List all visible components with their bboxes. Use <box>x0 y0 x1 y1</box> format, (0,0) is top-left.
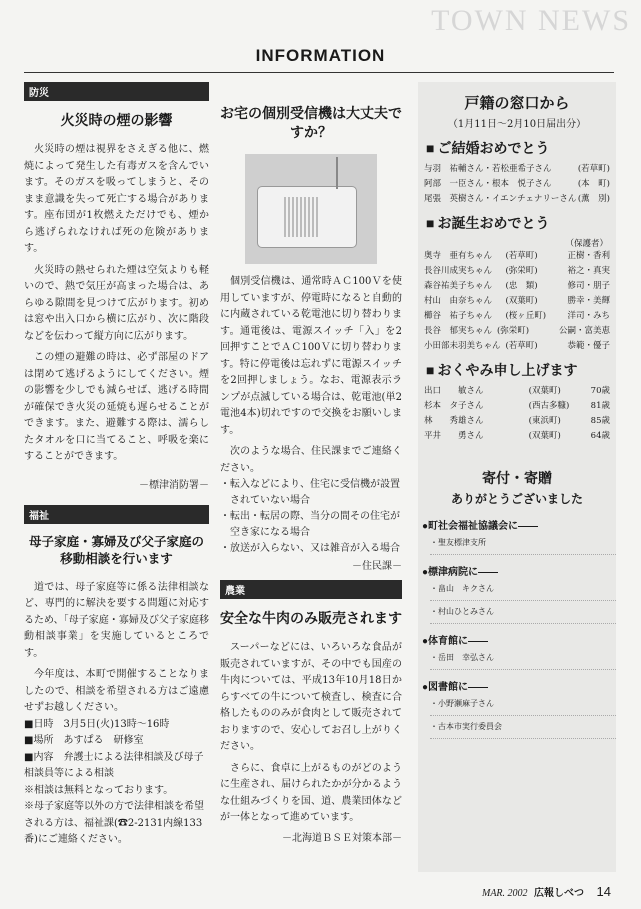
list-item: 阿部 一臣さん・根本 悦子さん (本 町) <box>424 179 610 189</box>
event-content: ■内容 弁護士による法律相談及び母子相談員等による相談 <box>24 751 204 779</box>
article-signature: －住民課－ <box>352 561 402 572</box>
donor-item: ・古本市実行委員会 <box>430 720 616 739</box>
category-tag-disaster: 防災 <box>24 82 209 101</box>
donor-item: ・聖友標津支所 <box>430 536 616 555</box>
list-item: 奥寺 亜有ちゃん (若草町) 正樹・香利 <box>424 251 610 261</box>
marriage-list <box>418 162 616 207</box>
guardian-label: （保護者） <box>565 239 608 249</box>
donor-item: ・岳田 幸弘さん <box>430 651 616 670</box>
article-paragraph: この煙の避難の時は、必ず部屋のドアは閉めて逃げるようにしてください。煙の影響を少しでも減らせば、逃げる時間が確保でき火災の延焼も遅らせることができます。また、避難する際は、濡らしたタオルを口に当てること、呼吸を楽にすることができます。 <box>24 352 209 462</box>
article-paragraph: さらに、食卓に上がるものがどのように生産され、届けられたかが分かるような仕組みづくりを国、道、農業団体などが一体となって進めています。 <box>220 762 402 823</box>
free-note: ※相談は無料となっております。 <box>24 784 174 796</box>
condolence-heading: ■ おくやみ申し上げます <box>426 360 616 380</box>
marriage-heading: ■ ご結婚おめでとう <box>426 138 616 158</box>
list-item: 村山 由奈ちゃん (双葉町) 勝幸・美輝 <box>424 296 610 306</box>
list-item: 尾張 英樹さん・イエンチェナリーさん (薫 別) <box>424 194 610 204</box>
donation-recipient: ● 図書館に―― <box>422 678 616 693</box>
page-title: INFORMATION <box>255 46 386 65</box>
list-item: 櫛谷 祐子ちゃん (桜ヶ丘町) 洋司・みち <box>424 311 610 321</box>
donor-item: ・小野瀬麻子さん <box>430 697 616 716</box>
donation-recipient: ● 体育館に―― <box>422 632 616 647</box>
article-paragraph: スーパーなどには、いろいろな食品が販売されていますが、その中でも国産の牛肉については、平成13年10月18日からすべての牛について検査し、検査に合格したもののみが食肉として販売されておりますので、安心してお召し上がりください。 <box>220 642 402 752</box>
donation-title: 寄付・寄贈 <box>482 470 552 486</box>
article-heading-smoke: 火災時の煙の影響 <box>60 112 173 128</box>
birth-list <box>418 249 616 354</box>
column-middle <box>220 82 402 858</box>
donation-recipient: ● 町社会福祉協議会に―― <box>422 517 616 532</box>
article-paragraph: 火災時の煙は視界をさえぎる他に、燃焼によって発生した有毒ガスを含んでいます。そのガスを吸ってしまうと、そのまま意識を失って死亡する場合があります。座布団が1枚燃えただけでも、煙から逃げられなければ死の危険があります。 <box>24 144 209 254</box>
bullet-item: ・転入などにより、住宅に受信機が設置されていない場合 <box>220 479 400 506</box>
page-footer <box>482 884 611 899</box>
list-item: 長谷 郁実ちゃん (弥栄町) 公嗣・富美恵 <box>424 326 610 336</box>
donation-thanks: ありがとうございました <box>450 492 583 506</box>
page-number: 14 <box>596 884 611 899</box>
category-tag-welfare: 福祉 <box>24 505 209 524</box>
receiver-photo <box>245 154 377 264</box>
list-item: 杉本 タ子さん (西古多糠) 81歳 <box>424 401 610 411</box>
list-item: 長谷川成実ちゃん (弥栄町) 裕之・真実 <box>424 266 610 276</box>
article-paragraph: 道では、母子家庭等に係る法律相談など、専門的に解決を要する問題に対応するため、「母子家庭・寡婦及び父子家庭移動相談事業」を実施しているところです。 <box>24 581 209 659</box>
column-left <box>24 82 209 849</box>
bullet-item: ・転出・転居の際、当分の間その住宅が空き家になる場合 <box>220 511 400 538</box>
radio-receiver-image <box>257 186 357 248</box>
article-paragraph: 個別受信機は、通常時ＡＣ100Ｖを使用していますが、停電時になると自動的に内蔵されている乾電池に切り替わります。通電後は、電源スイッチ「入」を2回押すことでＡＣ100Ｖに切り替わります。特に停電後は忘れずに電源スイッチを2回押しましょう。なお、電源表示ランプが点滅している場合は、乾電池(単2電池4本)切れですので交換をお願いします。 <box>220 276 402 436</box>
list-item: 与羽 祐輔さん・若松亜希子さん (若草町) <box>424 164 610 174</box>
article-signature: －北海道ＢＳＥ対策本部－ <box>282 832 402 844</box>
event-date: ■日時 3月5日(火)13時～16時 <box>24 718 170 730</box>
column-registry <box>418 82 616 872</box>
article-signature: －標津消防署－ <box>139 479 209 491</box>
article-paragraph: 次のような場合、住民課までご連絡ください。 <box>220 446 402 474</box>
event-place: ■場所 あすぱる 研修室 <box>24 735 144 746</box>
donor-item: ・畠山 キクさん <box>430 582 616 601</box>
list-item: 森谷祐美子ちゃん (忠 類) 修司・朋子 <box>424 281 610 291</box>
article-paragraph: 火災時の熱せられた煙は空気よりも軽いので、熱で気圧が高まった場合は、あらゆる隙間を見つけて広がります。初めは窓や出入口から横に広がり、次に階段などを伝わって縦方向に広がります。 <box>24 264 209 342</box>
registry-title: 戸籍の窓口から <box>464 95 570 112</box>
list-item: 小田部未羽美ちゃん (若草町) 恭範・優子 <box>424 341 610 351</box>
birth-heading: ■ お誕生おめでとう <box>426 213 616 233</box>
title-rule <box>24 72 614 73</box>
publication-name: 広報しべつ <box>534 888 585 899</box>
list-item: 平井 勇さん (双葉町) 64歳 <box>424 431 610 441</box>
list-item: 出口 敏さん (双葉町) 70歳 <box>424 386 610 396</box>
article-paragraph: 今年度は、本町で開催することなりましたので、相談を希望される方はご遠慮せずお越しください。 <box>24 669 209 713</box>
condolence-list <box>418 384 616 444</box>
ghost-masthead: TOWN NEWS <box>431 4 631 37</box>
article-heading-beef: 安全な牛肉のみ販売されます <box>220 610 402 626</box>
article-heading-consultation: 母子家庭・寡婦及び父子家庭の移動相談を行います <box>28 534 204 566</box>
article-heading-receiver: お宅の個別受信機は大丈夫ですか？ <box>220 105 402 140</box>
issue-date: MAR. 2002 <box>481 888 528 899</box>
contact-note: ※母子家庭等以外の方で法律相談を希望される方は、福祉課(☎2-2131内線133番)にご連絡ください。 <box>24 801 204 845</box>
registry-period: （1月11日～2月10日届出分） <box>447 119 587 130</box>
donation-recipient: ● 標津病院に―― <box>422 563 616 578</box>
category-tag-agriculture: 農業 <box>220 580 402 599</box>
bullet-item: ・放送が入らない、又は雑音が入る場合 <box>220 543 400 554</box>
donor-item: ・村山ひとみさん <box>430 605 616 624</box>
list-item: 林 秀雄さん (東浜町) 85歳 <box>424 416 610 426</box>
